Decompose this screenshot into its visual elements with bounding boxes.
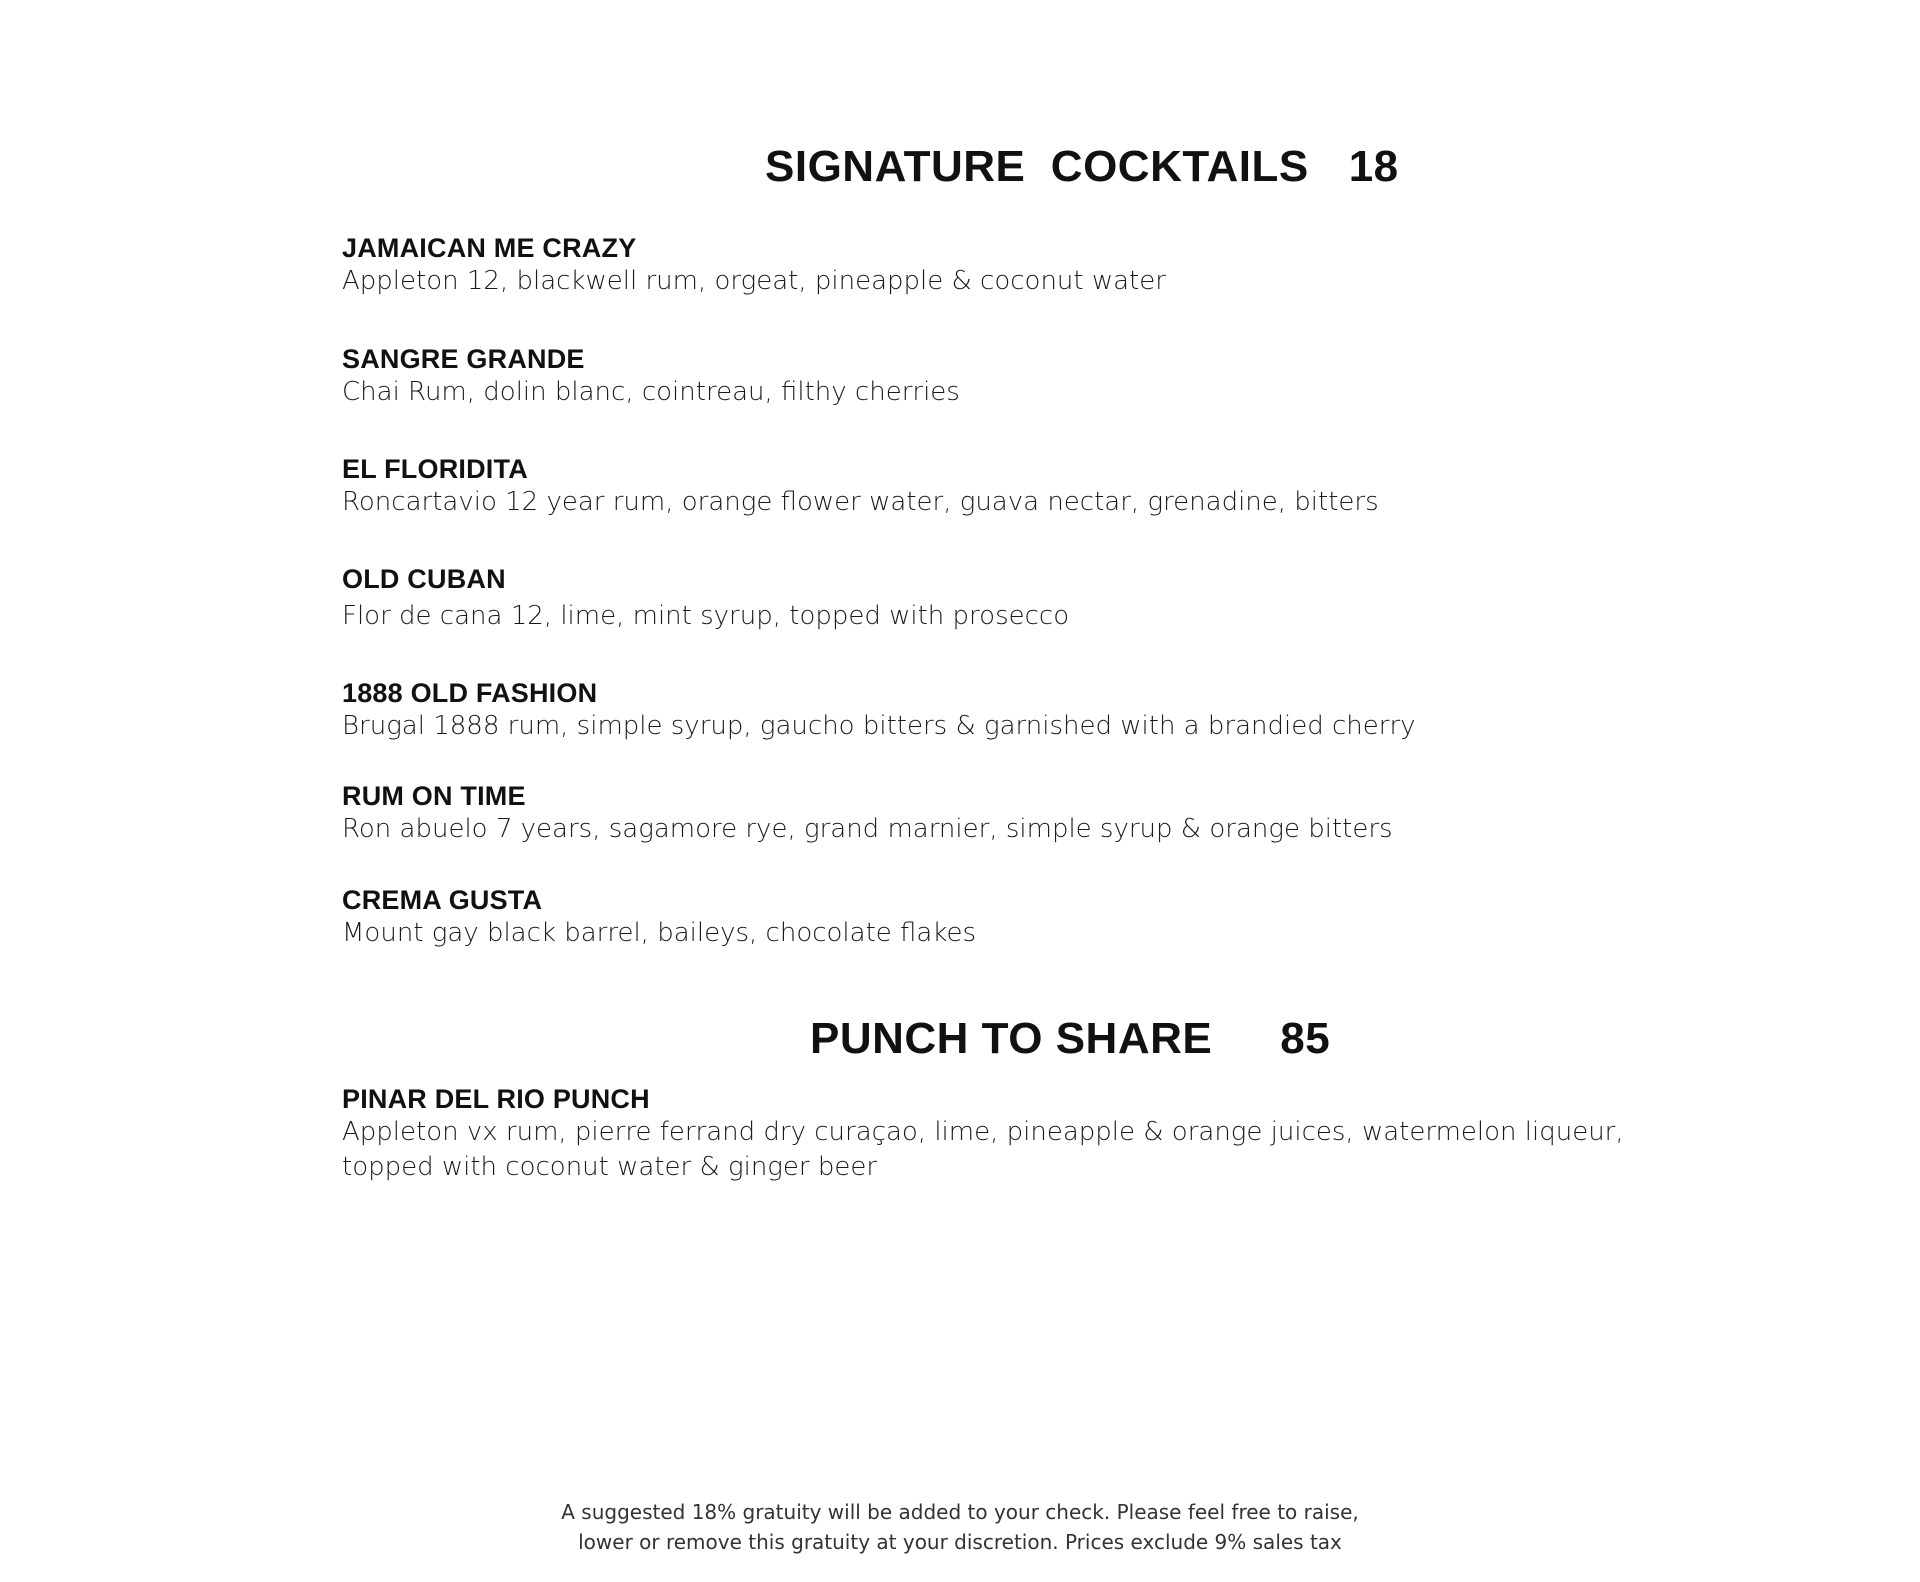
- item-name: 1888 OLD FASHION: [342, 678, 598, 708]
- item-name: SANGRE GRANDE: [342, 344, 585, 374]
- item-description: Appleton 12, blackwell rum, orgeat, pineapple & coconut water: [342, 266, 1166, 296]
- item-name: EL FLORIDITA: [342, 454, 528, 484]
- item-name: JAMAICAN ME CRAZY: [342, 233, 637, 263]
- item-description-line: topped with coconut water & ginger beer: [342, 1152, 878, 1182]
- menu-item: [342, 884, 1662, 951]
- item-name: CREMA GUSTA: [342, 885, 543, 915]
- menu-item: [342, 453, 1662, 520]
- menu-item: [342, 780, 1662, 847]
- gratuity-note: [540, 1497, 1380, 1557]
- item-description-line: Appleton vx rum, pierre ferrand dry curaçao, lime, pineapple & orange juices, watermelon liqueur,: [342, 1117, 1624, 1147]
- item-description: Brugal 1888 rum, simple syrup, gaucho bitters & garnished with a brandied cherry: [342, 711, 1416, 741]
- item-description: Chai Rum, dolin blanc, cointreau, filthy cherries: [342, 377, 960, 407]
- section-title-text: PUNCH TO SHARE: [810, 1014, 1213, 1063]
- gratuity-note-line: lower or remove this gratuity at your discretion. Prices exclude 9% sales tax: [578, 1530, 1342, 1554]
- section-title-text: SIGNATURE COCKTAILS: [765, 142, 1309, 191]
- item-description: Mount gay black barrel, baileys, chocolate flakes: [342, 918, 977, 948]
- section-price: 85: [1280, 1014, 1331, 1063]
- menu-item: [342, 677, 1662, 744]
- section-title-punch-to-share: [810, 1014, 1331, 1063]
- item-description: [342, 1115, 1662, 1185]
- menu-item: [342, 1083, 1662, 1185]
- item-name: PINAR DEL RIO PUNCH: [342, 1084, 650, 1114]
- gratuity-note-line: A suggested 18% gratuity will be added to your check. Please feel free to raise,: [561, 1500, 1359, 1524]
- item-description: Roncartavio 12 year rum, orange flower water, guava nectar, grenadine, bitters: [342, 487, 1379, 517]
- section-title-signature-cocktails: [765, 142, 1399, 191]
- menu-item: [342, 232, 1662, 299]
- item-name: RUM ON TIME: [342, 781, 526, 811]
- menu-item: [342, 563, 1662, 634]
- item-name: OLD CUBAN: [342, 564, 506, 594]
- item-description: Flor de cana 12, lime, mint syrup, topped with prosecco: [342, 601, 1070, 631]
- section-price: 18: [1348, 142, 1399, 191]
- menu-item: [342, 343, 1662, 410]
- item-description: Ron abuelo 7 years, sagamore rye, grand marnier, simple syrup & orange bitters: [342, 814, 1393, 844]
